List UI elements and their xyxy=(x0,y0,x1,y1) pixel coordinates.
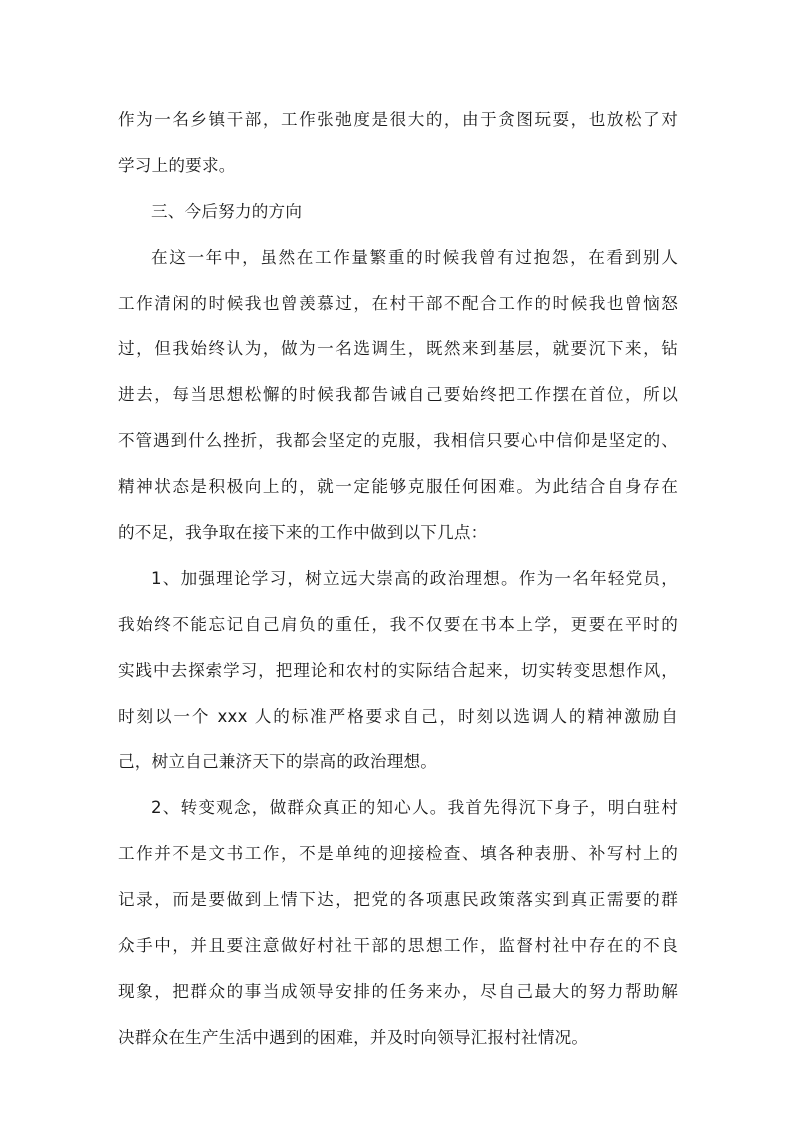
body-text-line: 精神状态是积极向上的，就一定能够克服任何困难。为此结合自身存在 xyxy=(118,477,678,497)
body-text-line: 众手中，并且要注意做好村社干部的思想工作，监督村社中存在的不良 xyxy=(118,936,678,956)
body-text-line: 己，树立自己兼济天下的崇高的政治理想。 xyxy=(118,752,438,772)
body-text-line: 工作并不是文书工作，不是单纯的迎接检查、填各种表册、补写村上的 xyxy=(118,844,678,864)
body-text-line: 决群众在生产生活中遇到的困难，并及时向领导汇报村社情况。 xyxy=(118,1027,589,1047)
body-text-line: 工作清闲的时候我也曾羡慕过，在村干部不配合工作的时候我也曾恼怒 xyxy=(118,293,678,313)
body-text-line: 作为一名乡镇干部，工作张弛度是很大的，由于贪图玩耍，也放松了对 xyxy=(118,110,678,129)
body-text-line: 的不足，我争取在接下来的工作中做到以下几点： xyxy=(118,523,488,543)
body-text-line: 进去，每当思想松懈的时候我都告诫自己要始终把工作摆在首位，所以 xyxy=(118,385,678,405)
body-text-line: 实践中去探索学习，把理论和农村的实际结合起来，切实转变思想作风， xyxy=(118,660,678,680)
list-item-2-first-line: 2、转变观念，做群众真正的知心人。我首先得沉下身子，明白驻村 xyxy=(151,798,678,818)
list-item-1-first-line: 1、加强理论学习，树立远大崇高的政治理想。作为一名年轻党员， xyxy=(151,568,678,588)
body-text-line: 记录，而是要做到上情下达，把党的各项惠民政策落实到真正需要的群 xyxy=(118,890,678,910)
document-page xyxy=(118,97,678,1061)
body-text-line: 不管遇到什么挫折，我都会坚定的克服，我相信只要心中信仰是坚定的、 xyxy=(118,431,678,451)
body-text-line: 过，但我始终认为，做为一名选调生，既然来到基层，就要沉下来，钻 xyxy=(118,339,678,359)
body-text-line: 现象，把群众的事当成领导安排的任务来办，尽自己最大的努力帮助解 xyxy=(118,981,678,1001)
body-text-line: 我始终不能忘记自己肩负的重任，我不仅要在书本上学，更要在平时的 xyxy=(118,614,678,634)
body-text-line: 时刻以一个 xxx 人的标准严格要求自己，时刻以选调人的精神激励自 xyxy=(118,706,678,726)
body-text-line: 学习上的要求。 xyxy=(118,155,236,175)
paragraph-first-line: 在这一年中，虽然在工作量繁重的时候我曾有过抱怨，在看到别人 xyxy=(151,247,678,267)
section-heading: 三、今后努力的方向 xyxy=(151,201,303,221)
